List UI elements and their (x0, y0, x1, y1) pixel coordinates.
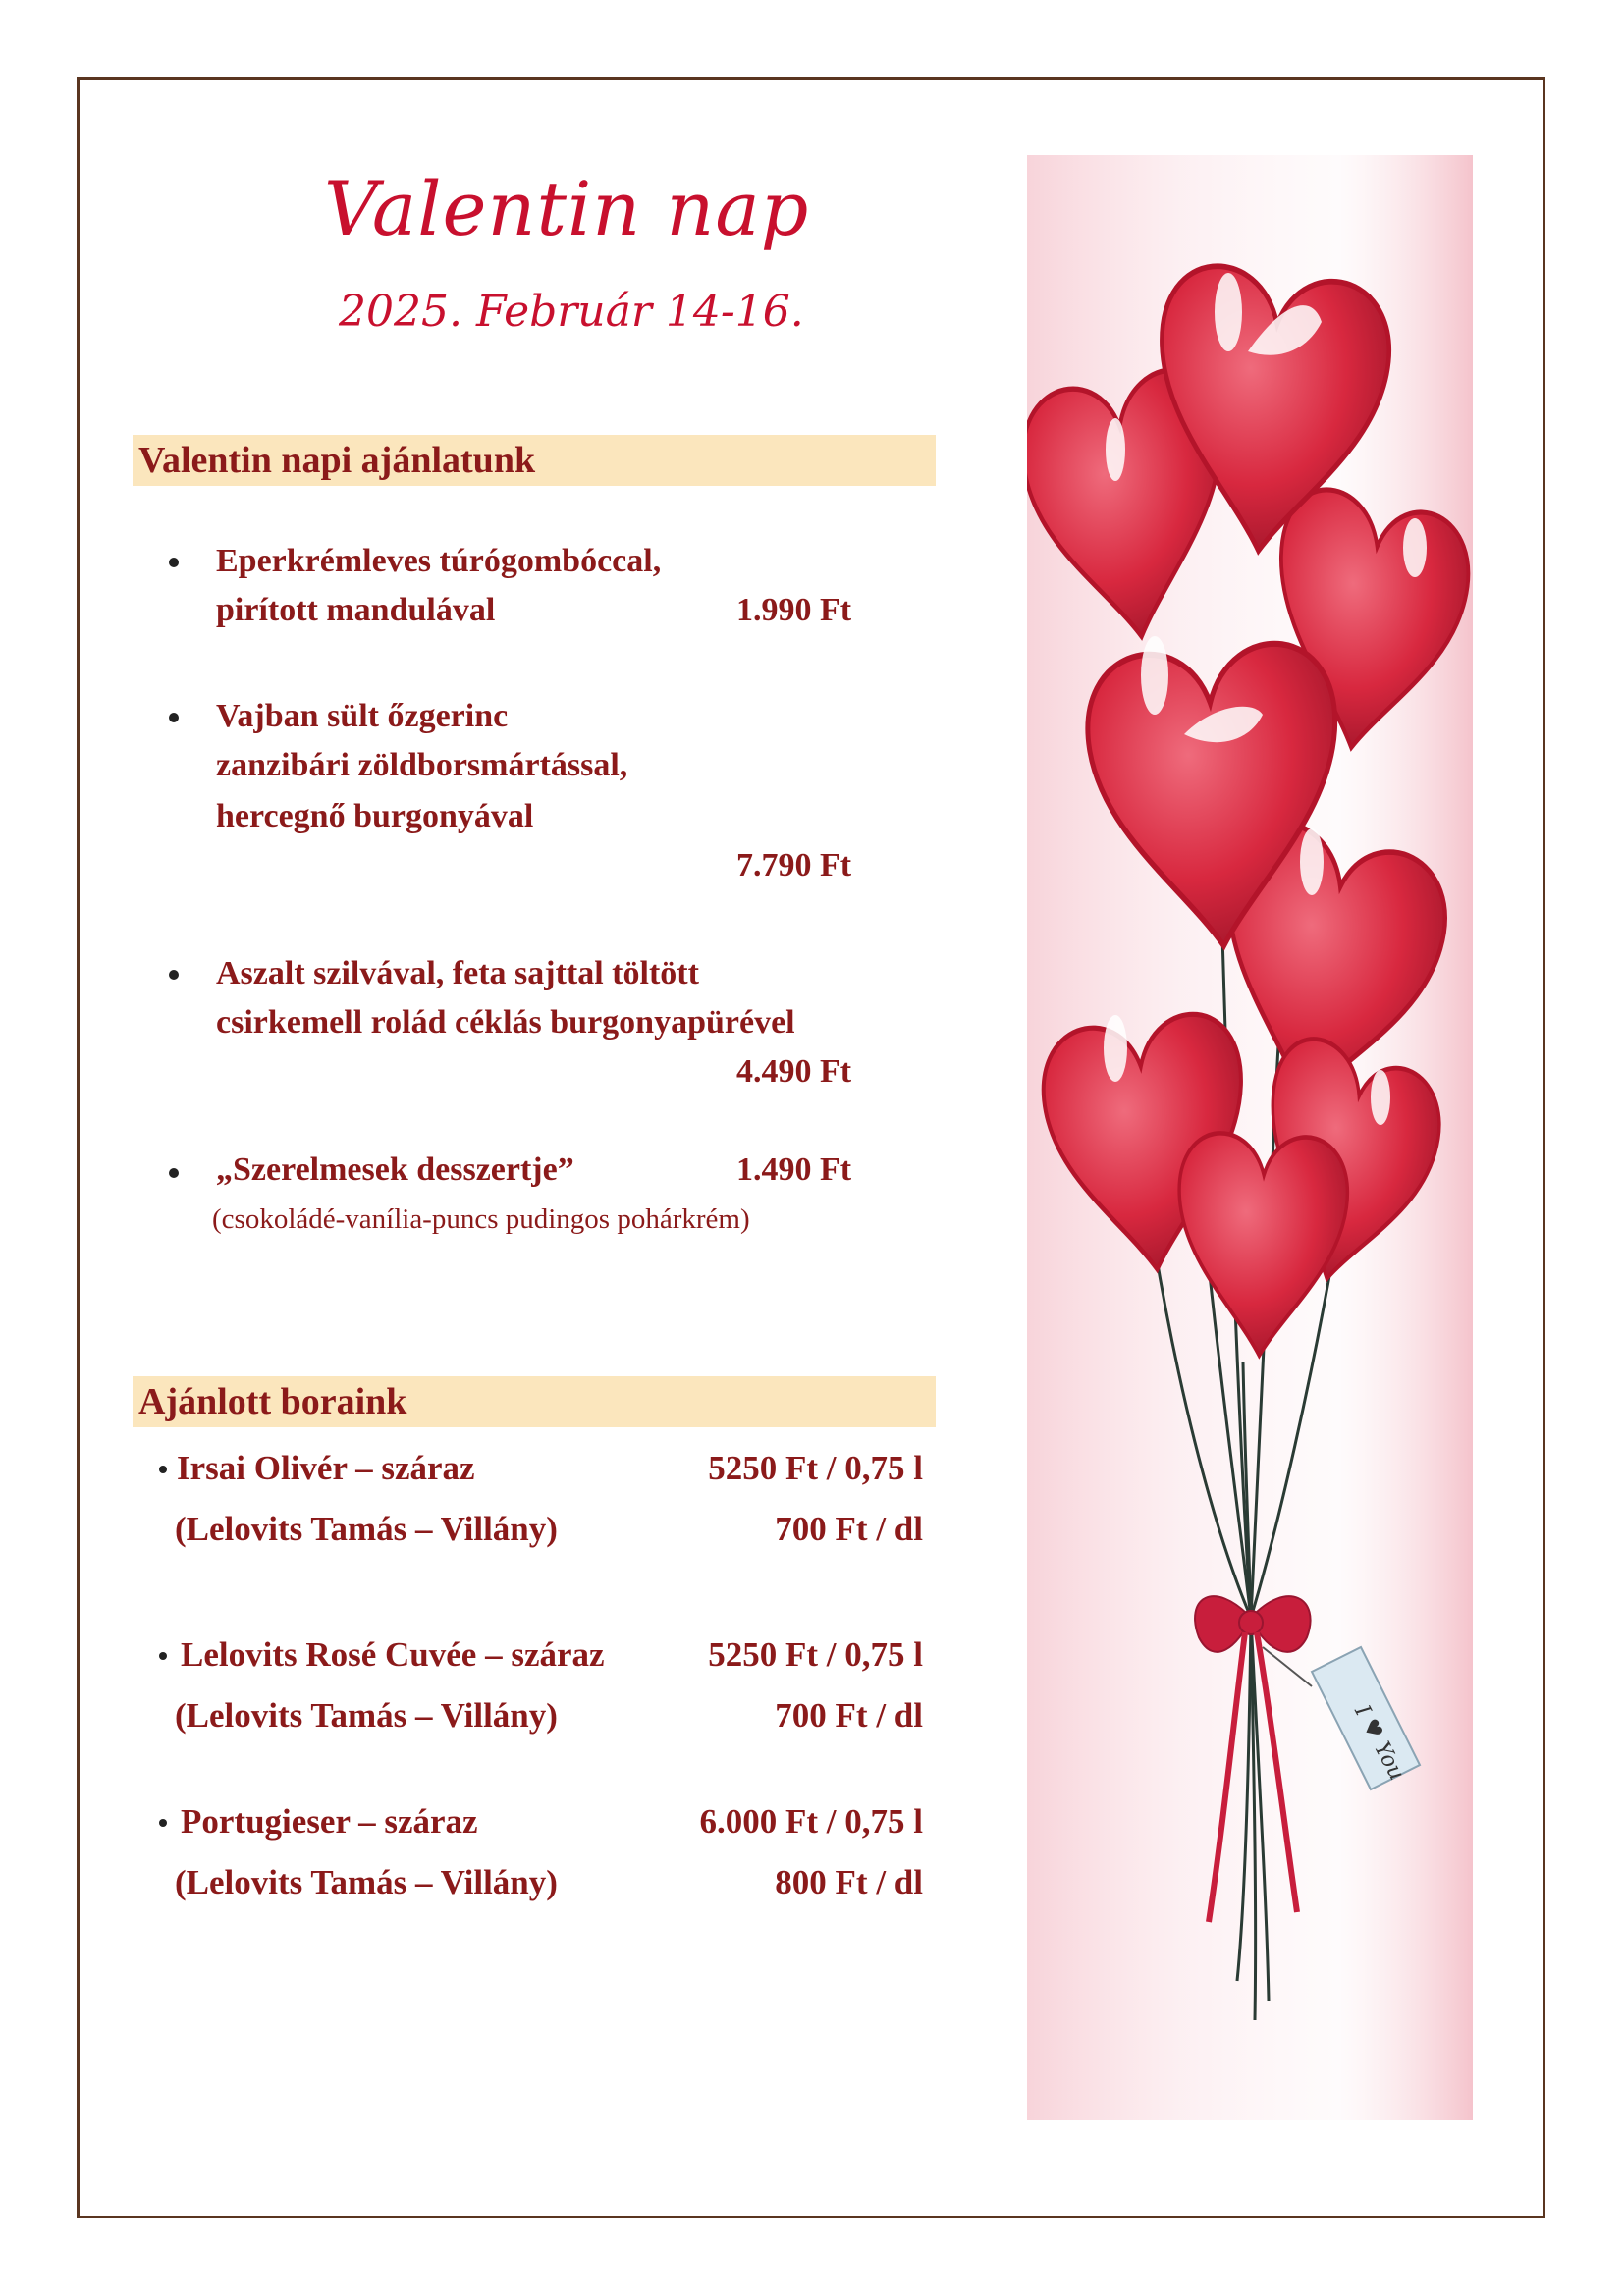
wine-glass-price: 800 Ft / dl (775, 1863, 923, 1901)
menu-item-price: 7.790 Ft (736, 847, 852, 883)
wine-bottle-price: 5250 Ft / 0,75 l (708, 1635, 923, 1674)
menu-item-line: Eperkrémleves túrógombóccal, (216, 543, 662, 579)
bullet-icon (159, 1466, 167, 1473)
wine-glass-price: 700 Ft / dl (775, 1696, 923, 1735)
wine-producer: (Lelovits Tamás – Villány) (175, 1510, 558, 1548)
wine-glass-price: 700 Ft / dl (775, 1510, 923, 1548)
wine-bottle-price: 5250 Ft / 0,75 l (708, 1449, 923, 1487)
menu-item-price: 1.990 Ft (736, 592, 852, 628)
offer-heading: Valentin napi ajánlatunk (133, 435, 936, 486)
heart-balloons-illustration (1027, 155, 1473, 2120)
menu-item-line: Vajban sült őzgerinc (216, 698, 509, 734)
menu-item-line: csirkemell rolád céklás burgonyapürével (216, 1004, 795, 1041)
menu-item-line: zanzibári zöldborsmártással, (216, 747, 628, 783)
menu-item-line: hercegnő burgonyával (216, 798, 534, 834)
bullet-icon (159, 1819, 167, 1827)
menu-item-price: 1.490 Ft (736, 1151, 852, 1188)
wine-producer: (Lelovits Tamás – Villány) (175, 1863, 558, 1901)
bullet-icon (169, 1168, 179, 1178)
event-dates: 2025. Február 14-16. (339, 287, 804, 337)
bullet-icon (169, 713, 179, 722)
page-title: Valentin nap (324, 165, 810, 252)
wines-heading: Ajánlott boraink (133, 1376, 936, 1427)
wine-bottle-price: 6.000 Ft / 0,75 l (699, 1802, 923, 1841)
wine-name: Portugieser – száraz (181, 1802, 478, 1841)
bullet-icon (169, 558, 179, 567)
bullet-icon (169, 970, 179, 980)
bullet-icon (159, 1652, 167, 1660)
menu-item-line: pirított mandulával (216, 592, 496, 628)
menu-item-note: (csokoládé-vanília-puncs pudingos pohárkrém) (212, 1203, 750, 1235)
menu-item-line: „Szerelmesek desszertje” (216, 1151, 574, 1188)
menu-item-price: 4.490 Ft (736, 1053, 852, 1090)
menu-item-line: Aszalt szilvával, feta sajttal töltött (216, 955, 699, 991)
tag-text: I ♥ You (1349, 1701, 1410, 1785)
wine-producer: (Lelovits Tamás – Villány) (175, 1696, 558, 1735)
wine-name: Irsai Olivér – száraz (177, 1449, 475, 1487)
wine-name: Lelovits Rosé Cuvée – száraz (181, 1635, 605, 1674)
